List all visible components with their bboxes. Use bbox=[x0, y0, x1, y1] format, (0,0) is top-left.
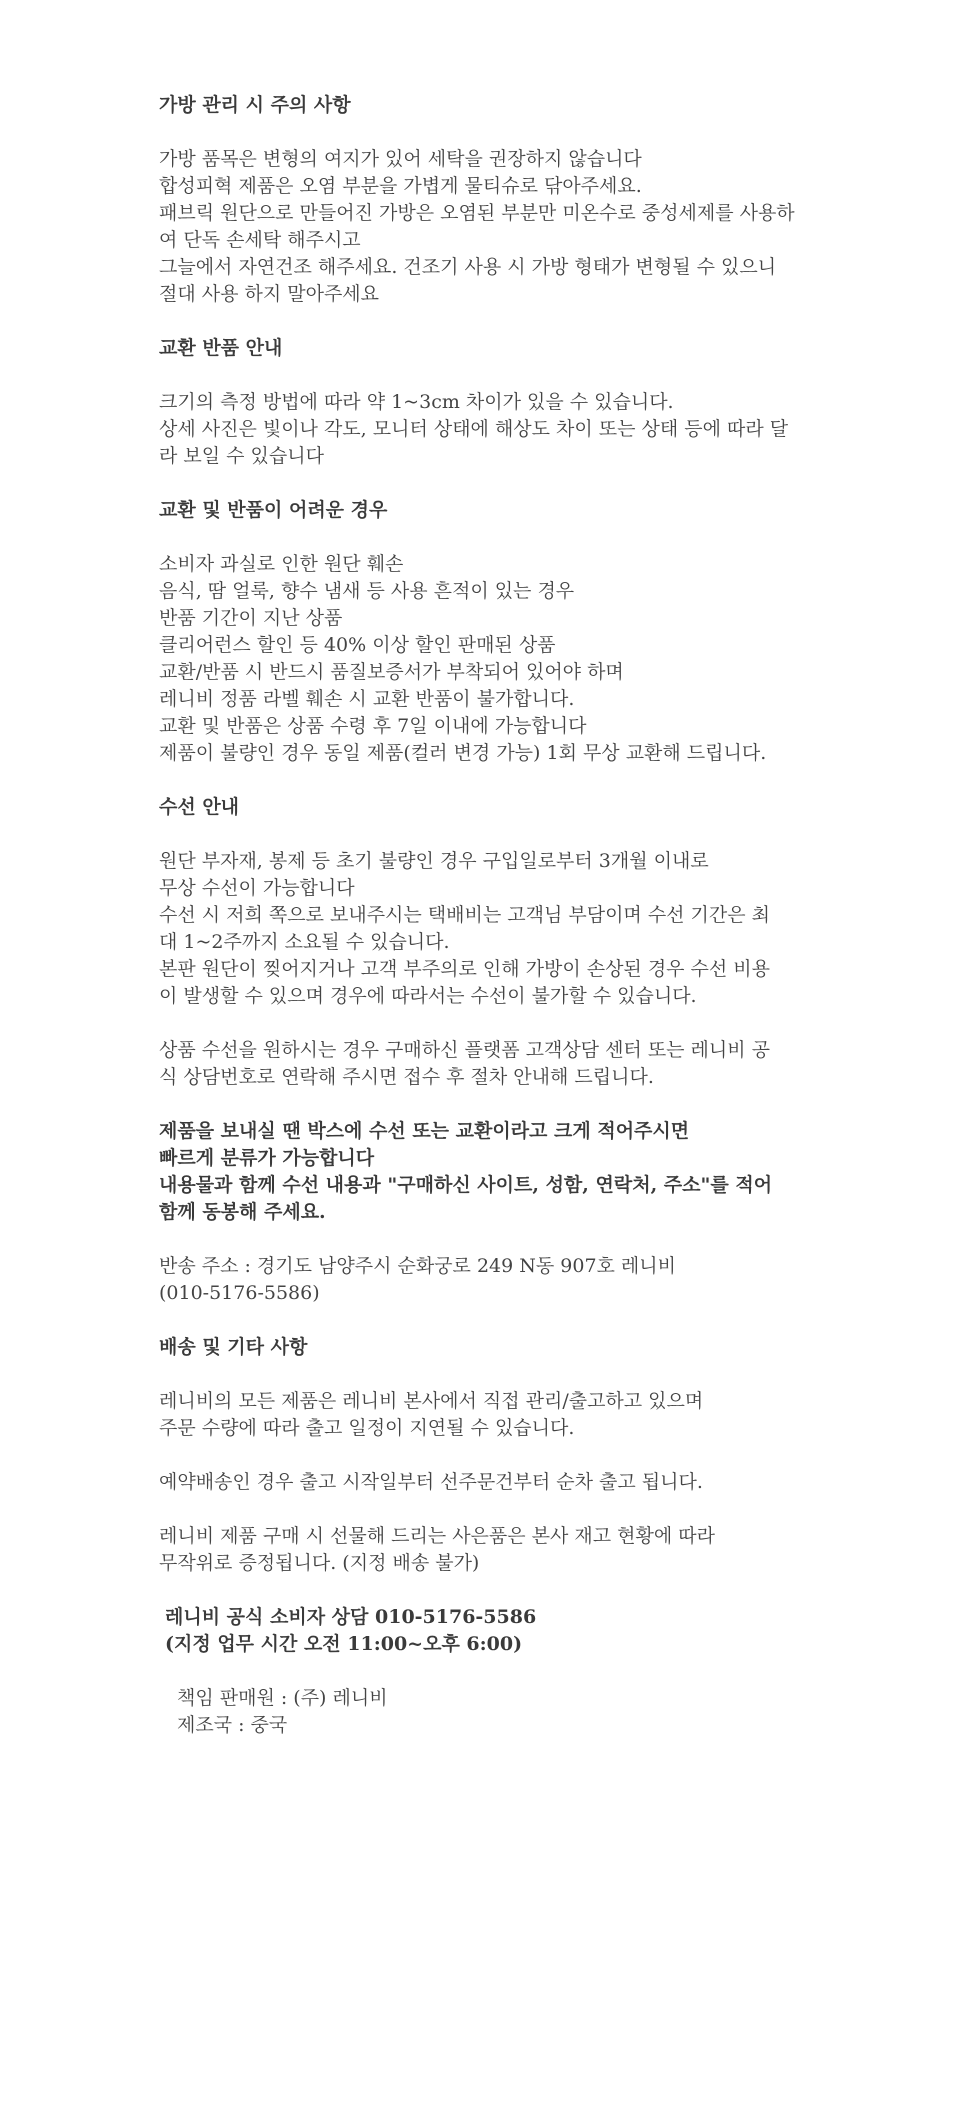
shipping-line: 레니비 제품 구매 시 선물해 드리는 사은품은 본사 재고 현황에 따라 bbox=[159, 1525, 715, 1547]
shipping-line: 레니비의 모든 제품은 레니비 본사에서 직접 관리/출고하고 있으며 bbox=[159, 1390, 704, 1412]
shipping-heading: 배송 및 기타 사항 bbox=[159, 1336, 308, 1358]
exchange-line: 라 보일 수 있습니다 bbox=[159, 445, 324, 467]
care-line: 가방 품목은 변형의 여지가 있어 세탁을 권장하지 않습니다 bbox=[159, 148, 642, 170]
no-exchange-line: 교환/반품 시 반드시 품질보증서가 부착되어 있어야 하며 bbox=[159, 661, 624, 683]
shipping-line: 주문 수량에 따라 출고 일정이 지연될 수 있습니다. bbox=[159, 1417, 575, 1439]
exchange-line: 크기의 측정 방법에 따라 약 1~3cm 차이가 있을 수 있습니다. bbox=[159, 391, 674, 413]
care-line: 합성피혁 제품은 오염 부분을 가볍게 물티슈로 닦아주세요. bbox=[159, 175, 642, 197]
exchange-heading: 교환 반품 안내 bbox=[159, 337, 283, 359]
care-heading: 가방 관리 시 주의 사항 bbox=[159, 94, 351, 116]
seller-block bbox=[177, 1685, 819, 1739]
contact-hours: (지정 업무 시간 오전 11:00~오후 6:00) bbox=[165, 1633, 523, 1655]
contact-block bbox=[165, 1604, 819, 1658]
no-exchange-line: 레니비 정품 라벨 훼손 시 교환 반품이 불가합니다. bbox=[159, 688, 575, 710]
no-exchange-line: 교환 및 반품은 상품 수령 후 7일 이내에 가능합니다 bbox=[159, 715, 587, 737]
no-exchange-line: 클리어런스 할인 등 40% 이상 할인 판매된 상품 bbox=[159, 634, 556, 656]
return-phone: (010-5176-5586) bbox=[159, 1282, 320, 1304]
repair-shipping-instruction: 함께 동봉해 주세요. bbox=[159, 1201, 326, 1223]
care-section bbox=[159, 92, 819, 308]
notice-content bbox=[159, 92, 819, 1739]
repair-shipping-instruction: 빠르게 분류가 가능합니다 bbox=[159, 1147, 375, 1169]
country-of-manufacture: 제조국 : 중국 bbox=[177, 1714, 288, 1736]
repair-contact-line: 식 상담번호로 연락해 주시면 접수 후 절차 안내해 드립니다. bbox=[159, 1066, 654, 1088]
contact-phone: 레니비 공식 소비자 상담 010-5176-5586 bbox=[165, 1606, 537, 1628]
repair-contact-line: 상품 수선을 원하시는 경우 구매하신 플랫폼 고객상담 센터 또는 레니비 공 bbox=[159, 1039, 771, 1061]
exchange-section bbox=[159, 335, 819, 470]
care-line: 그늘에서 자연건조 해주세요. 건조기 사용 시 가방 형태가 변형될 수 있으니 bbox=[159, 256, 777, 278]
care-line: 패브릭 원단으로 만들어진 가방은 오염된 부분만 미온수로 중성세제를 사용하 bbox=[159, 202, 795, 224]
no-exchange-line: 반품 기간이 지난 상품 bbox=[159, 607, 343, 629]
repair-line: 이 발생할 수 있으며 경우에 따라서는 수선이 불가할 수 있습니다. bbox=[159, 985, 697, 1007]
care-line: 절대 사용 하지 말아주세요 bbox=[159, 283, 380, 305]
repair-section bbox=[159, 794, 819, 1307]
shipping-line: 예약배송인 경우 출고 시작일부터 선주문건부터 순차 출고 됩니다. bbox=[159, 1471, 703, 1493]
shipping-line: 무작위로 증정됩니다. (지정 배송 불가) bbox=[159, 1552, 480, 1574]
return-address: 반송 주소 : 경기도 남양주시 순화궁로 249 N동 907호 레니비 bbox=[159, 1255, 676, 1277]
no-exchange-section bbox=[159, 497, 819, 767]
repair-line: 본판 원단이 찢어지거나 고객 부주의로 인해 가방이 손상된 경우 수선 비용 bbox=[159, 958, 771, 980]
no-exchange-line: 소비자 과실로 인한 원단 훼손 bbox=[159, 553, 404, 575]
repair-shipping-instruction: 제품을 보내실 땐 박스에 수선 또는 교환이라고 크게 적어주시면 bbox=[159, 1120, 690, 1142]
repair-heading: 수선 안내 bbox=[159, 796, 240, 818]
repair-line: 수선 시 저희 쪽으로 보내주시는 택배비는 고객님 부담이며 수선 기간은 최 bbox=[159, 904, 771, 926]
repair-line: 대 1~2주까지 소요될 수 있습니다. bbox=[159, 931, 450, 953]
no-exchange-line: 제품이 불량인 경우 동일 제품(컬러 변경 가능) 1회 무상 교환해 드립니다. bbox=[159, 742, 767, 764]
repair-line: 원단 부자재, 봉제 등 초기 불량인 경우 구입일로부터 3개월 이내로 bbox=[159, 850, 709, 872]
no-exchange-line: 음식, 땀 얼룩, 향수 냄새 등 사용 흔적이 있는 경우 bbox=[159, 580, 575, 602]
repair-line: 무상 수선이 가능합니다 bbox=[159, 877, 355, 899]
care-line: 여 단독 손세탁 해주시고 bbox=[159, 229, 361, 251]
shipping-section bbox=[159, 1334, 819, 1577]
exchange-line: 상세 사진은 빛이나 각도, 모니터 상태에 해상도 차이 또는 상태 등에 따라 달 bbox=[159, 418, 789, 440]
repair-shipping-instruction: 내용물과 함께 수선 내용과 "구매하신 사이트, 성함, 연락처, 주소"를 적어 bbox=[159, 1174, 773, 1196]
no-exchange-heading: 교환 및 반품이 어려운 경우 bbox=[159, 499, 388, 521]
responsible-seller: 책임 판매원 : (주) 레니비 bbox=[177, 1687, 388, 1709]
